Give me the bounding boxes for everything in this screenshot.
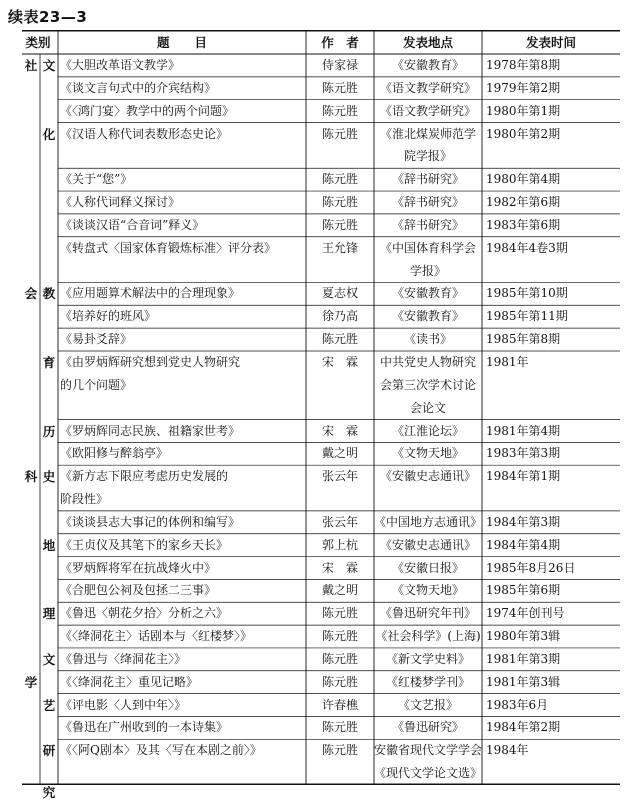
- author-cell: 夏志权: [321, 286, 358, 301]
- venue-cell: 《辞书研究》: [391, 195, 464, 210]
- time-cell: 1978年第8期: [486, 58, 561, 72]
- author-cell: 陈元胜: [321, 606, 358, 621]
- time-cell: 1974年创刊号: [486, 606, 565, 621]
- category-label: 学: [24, 674, 38, 690]
- subcategory-label: 化: [42, 126, 56, 142]
- subcategory-label: 史: [42, 469, 56, 485]
- title-cell: 《培养好的班风》: [60, 309, 157, 324]
- title-cell: 《鲁迅〈朝花夕拾〉分析之六》: [60, 606, 229, 621]
- category-label: 会: [24, 286, 38, 302]
- subcategory-label: 艺: [42, 697, 56, 713]
- title-cell: 《〈绛洞花主〉重见记略》: [60, 674, 199, 689]
- time-cell: 1980年第4期: [486, 172, 561, 187]
- author-cell: 侍家禄: [321, 58, 358, 72]
- title-cell: 的几个问题》: [60, 377, 133, 392]
- time-cell: 1980年第3辑: [486, 629, 561, 644]
- author-cell: 陈元胜: [321, 172, 358, 187]
- venue-cell: 《语文教学研究》: [379, 80, 476, 95]
- time-cell: 1985年第11期: [486, 309, 568, 324]
- title-cell: 《应用题算术解法中的合理现象》: [60, 286, 241, 301]
- title-cell: 《易卦爻辞》: [60, 332, 133, 347]
- time-cell: 1983年6月: [486, 697, 549, 712]
- time-cell: 1984年第3期: [486, 514, 561, 529]
- title-cell: 《鲁迅在广州收到的一本诗集》: [60, 720, 229, 735]
- author-cell: 宋 霖: [321, 354, 358, 369]
- subcategory-label: 究: [42, 785, 56, 800]
- author-cell: 陈元胜: [321, 332, 358, 347]
- venue-cell: 《社会科学》(上海): [375, 629, 481, 644]
- time-cell: 1985年第6期: [486, 583, 561, 598]
- table-caption: 续表23—3: [8, 8, 88, 26]
- venue-cell: 《江淮论坛》: [391, 423, 464, 438]
- venue-cell: 《辞书研究》: [391, 217, 464, 232]
- time-cell: 1979年第2期: [486, 80, 561, 95]
- venue-cell: 会第三次学术讨论: [379, 377, 476, 392]
- title-cell: 阶段性》: [60, 492, 109, 507]
- time-cell: 1985年第8期: [486, 332, 561, 347]
- title-cell: 《罗炳辉同志民族、祖籍家世考》: [60, 423, 241, 438]
- venue-cell: 《辞书研究》: [391, 172, 464, 187]
- header-title: 题 目: [156, 35, 207, 50]
- author-cell: 宋 霖: [321, 423, 358, 438]
- author-cell: 郭上杭: [321, 537, 358, 552]
- title-cell: 《〈阿Q剧本〉及其〈写在本剧之前〉》: [60, 743, 262, 758]
- venue-cell: 《安徽日报》: [391, 560, 464, 575]
- author-cell: 王允锋: [321, 240, 358, 255]
- venue-cell: 中共党史人物研究: [379, 354, 476, 369]
- author-cell: 戴之明: [321, 446, 358, 461]
- author-cell: 陈元胜: [321, 217, 358, 232]
- title-cell: 《新方志下限应考虑历史发展的: [60, 469, 229, 484]
- header-time: 发表时间: [525, 35, 576, 50]
- author-cell: 陈元胜: [321, 674, 358, 689]
- venue-cell: 《文艺报》: [397, 697, 458, 712]
- author-cell: 陈元胜: [321, 103, 358, 118]
- title-cell: 《谈文言句式中的介宾结构》: [60, 80, 217, 95]
- venue-cell: 《新文学史料》: [385, 651, 470, 666]
- author-cell: 张云年: [321, 469, 358, 484]
- title-cell: 《人称代词释义探讨》: [60, 195, 181, 210]
- title-cell: 《评电影〈人到中年〉》: [60, 697, 187, 712]
- time-cell: 1984年第1期: [486, 469, 561, 484]
- title-cell: 《罗炳辉将军在抗战烽火中》: [60, 560, 217, 575]
- time-cell: 1983年第6期: [486, 217, 561, 232]
- title-cell: 《大胆改革语文教学》: [60, 58, 181, 72]
- author-cell: 许春樵: [321, 697, 358, 712]
- venue-cell: 《鲁迅研究》: [391, 720, 464, 735]
- title-cell: 《转盘式〈国家体育锻炼标准〉评分表》: [60, 240, 277, 255]
- venue-cell: 《中国体育科学会: [379, 240, 476, 255]
- venue-cell: 《安徽史志通讯》: [379, 469, 476, 484]
- venue-cell: 院学报》: [403, 149, 452, 164]
- author-cell: 陈元胜: [321, 195, 358, 210]
- time-cell: 1981年: [486, 354, 529, 369]
- time-cell: 1981年第3期: [486, 651, 561, 666]
- time-cell: 1980年第1期: [486, 103, 561, 118]
- title-cell: 《欧阳修与醉翁亭》: [60, 446, 169, 461]
- time-cell: 1984年第4期: [486, 537, 561, 552]
- time-cell: 1984年4卷3期: [486, 240, 568, 255]
- time-cell: 1984年: [486, 743, 529, 758]
- author-cell: 陈元胜: [321, 720, 358, 735]
- author-cell: 陈元胜: [321, 651, 358, 666]
- author-cell: 宋 霖: [321, 560, 358, 575]
- header-author: 作 者: [321, 35, 359, 50]
- title-cell: 《汉语人称代词表数形态史论》: [60, 126, 229, 141]
- venue-cell: 安徽省现代文学学会: [374, 743, 482, 758]
- venue-cell: 《文物天地》: [391, 583, 464, 598]
- venue-cell: 《红楼梦学刊》: [385, 674, 470, 689]
- time-cell: 1983年第3期: [486, 446, 561, 461]
- header-venue: 发表地点: [402, 35, 453, 50]
- time-cell: 1982年第6期: [486, 195, 561, 210]
- time-cell: 1985年8月26日: [486, 560, 576, 575]
- subcategory-label: 理: [42, 606, 56, 622]
- title-cell: 《谈谈汉语“合音词”释义》: [60, 217, 205, 232]
- venue-cell: 《文物天地》: [391, 446, 464, 461]
- subcategory-label: 研: [42, 743, 56, 759]
- title-cell: 《鲁迅与〈绛洞花主〉》: [60, 651, 187, 666]
- subcategory-label: 文: [42, 651, 56, 667]
- time-cell: 1981年第4期: [486, 423, 561, 438]
- publication-table: [22, 30, 620, 800]
- subcategory-label: 历: [42, 423, 56, 439]
- venue-cell: 会论文: [409, 400, 446, 415]
- venue-cell: 学报》: [409, 263, 446, 278]
- subcategory-label: 育: [42, 354, 56, 370]
- venue-cell: 《中国地方志通讯》: [374, 514, 482, 529]
- venue-cell: 《安徽教育》: [391, 286, 464, 301]
- title-cell: 《〈鸿门宴〉教学中的两个问题》: [60, 103, 235, 118]
- time-cell: 1985年第10期: [486, 286, 568, 301]
- author-cell: 陈元胜: [321, 743, 358, 758]
- subcategory-label: 地: [42, 537, 56, 553]
- time-cell: 1981年第3辑: [486, 674, 561, 689]
- author-cell: 陈元胜: [321, 126, 358, 141]
- venue-cell: 《淮北煤炭师范学: [379, 126, 476, 141]
- author-cell: 戴之明: [321, 583, 358, 598]
- title-cell: 《谈谈县志大事记的体例和编写》: [60, 514, 241, 529]
- title-cell: 《关于“您”》: [60, 172, 133, 187]
- venue-cell: 《安徽教育》: [391, 58, 464, 72]
- title-cell: 《由罗炳辉研究想到党史人物研究: [60, 354, 241, 369]
- title-cell: 《王贞仪及其笔下的家乡天长》: [60, 537, 229, 552]
- venue-cell: 《读书》: [403, 332, 452, 347]
- time-cell: 1984年第2期: [486, 720, 561, 735]
- table-grid: [22, 30, 620, 785]
- category-label: 社: [24, 58, 38, 73]
- author-cell: 张云年: [321, 514, 358, 529]
- author-cell: 徐乃高: [321, 309, 358, 324]
- author-cell: 陈元胜: [321, 80, 358, 95]
- subcategory-label: 教: [42, 286, 56, 302]
- title-cell: 《〈绛洞花主〉话剧本与〈红楼梦〉》: [60, 629, 253, 644]
- venue-cell: 《鲁迅研究年刊》: [379, 606, 476, 621]
- time-cell: 1980年第2期: [486, 126, 561, 141]
- title-cell: 《合肥包公祠及包拯二三事》: [60, 583, 217, 598]
- venue-cell: 《语文教学研究》: [379, 103, 476, 118]
- venue-cell: 《安徽史志通讯》: [379, 537, 476, 552]
- venue-cell: 《现代文学论文选》: [374, 766, 482, 781]
- header-category: 类别: [25, 35, 51, 50]
- subcategory-label: 文: [42, 58, 56, 73]
- category-label: 科: [24, 469, 38, 485]
- author-cell: 陈元胜: [321, 629, 358, 644]
- venue-cell: 《安徽教育》: [391, 309, 464, 324]
